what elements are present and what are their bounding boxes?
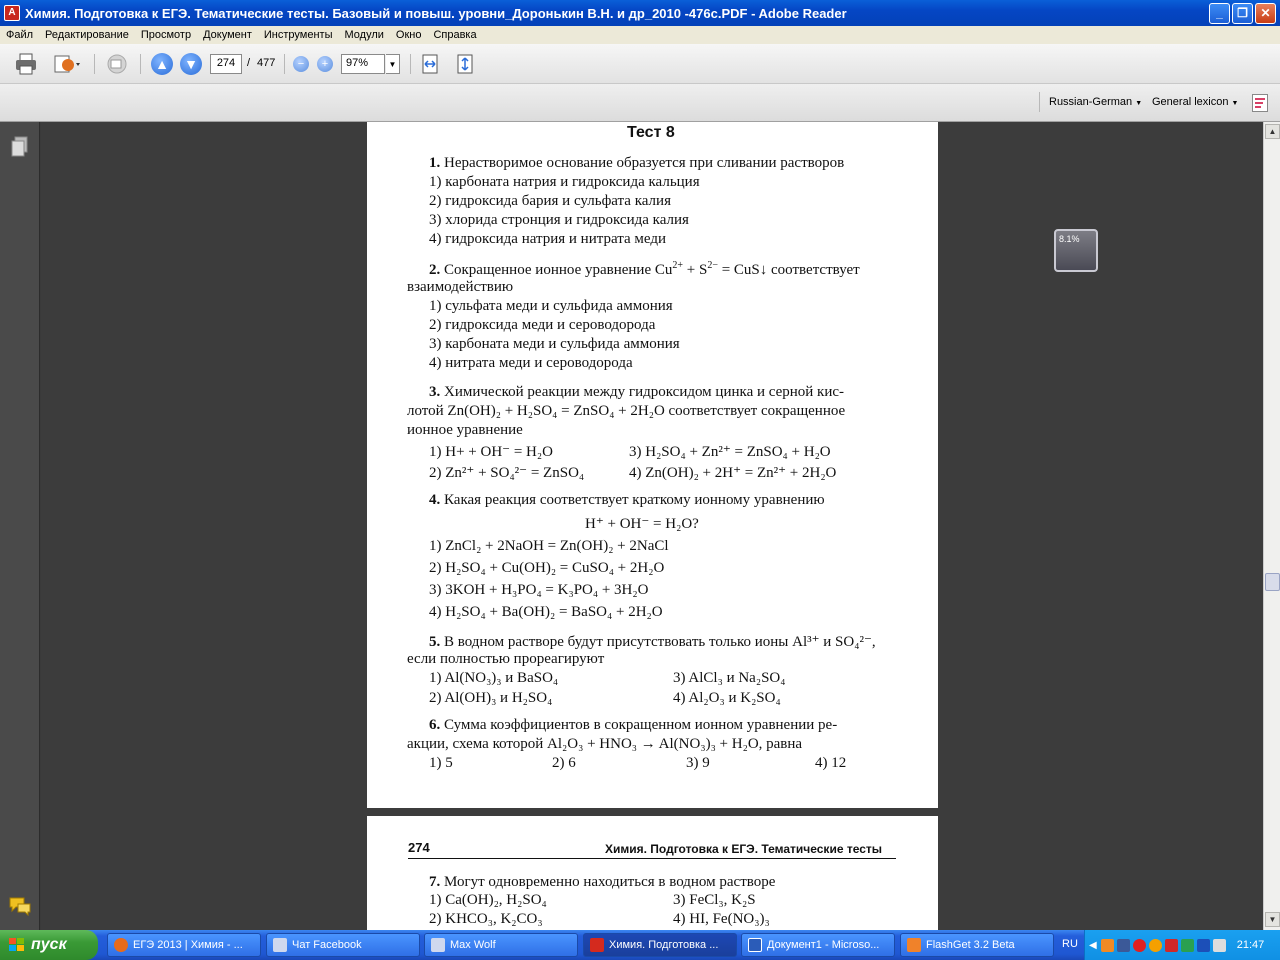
- question-text: акции, схема которой Al₂O₃ + HNO₃ → Al(NO₃)₃ + H₂O, равна: [407, 736, 803, 752]
- start-button[interactable]: [0, 930, 98, 960]
- question-text: Сокращенное ионное уравнение Cu: [444, 262, 673, 278]
- arrow-down-icon: ▼: [180, 53, 202, 75]
- question-number: 1.: [429, 155, 441, 171]
- question-text: ионное уравнение: [407, 422, 523, 438]
- taskbar-item-word[interactable]: [741, 933, 895, 957]
- pdf-page: [367, 816, 938, 930]
- clock: 21:47: [1236, 939, 1265, 951]
- menu-edit[interactable]: Редактирование: [45, 29, 129, 41]
- question-text: Нерастворимое основание образуется при сливании растворов: [444, 155, 845, 171]
- question-text: если полностью прореагируют: [407, 651, 605, 667]
- facebook-tray-icon[interactable]: [1117, 939, 1130, 952]
- system-tray: [1084, 930, 1280, 960]
- network-tray-icon[interactable]: [1181, 939, 1194, 952]
- answer-option: 2) гидроксида меди и сероводорода: [429, 317, 656, 333]
- chevron-down-icon: ▼: [1135, 100, 1143, 107]
- answer-option: 3) AlCl₃ и Na₂SO₄: [673, 670, 786, 686]
- answer-option: 3) H₂SO₄ + Zn²⁺ = ZnSO₄ + H₂O: [629, 444, 831, 460]
- minimize-button[interactable]: _: [1209, 3, 1230, 24]
- lexicon-dropdown[interactable]: [1152, 96, 1238, 108]
- charge-superscript: 2+: [672, 260, 684, 271]
- answer-option: 1) H+ + OH⁻ = H₂O: [429, 444, 553, 460]
- comments-icon[interactable]: [8, 896, 32, 919]
- question-text: = CuS↓ соответствует: [717, 262, 860, 278]
- answer-option: 3) 3KOH + H₃PO₄ = K₃PO₄ + 3H₂O: [429, 582, 649, 598]
- adobe-reader-icon: A: [4, 5, 20, 21]
- question-number: 6.: [429, 717, 441, 733]
- fit-page-icon[interactable]: [453, 52, 477, 76]
- answer-option: 1) карбоната натрия и гидроксида кальция: [429, 174, 700, 190]
- firefox-icon: [114, 938, 128, 952]
- answer-option: 4) Zn(OH)₂ + 2H⁺ = Zn²⁺ + 2H₂O: [629, 465, 837, 481]
- answer-option: 3) хлорида стронция и гидроксида калия: [429, 212, 689, 228]
- question-text: Химической реакции между гидроксидом цинка и серной кис-: [444, 384, 845, 400]
- answer-option: 2) Al(OH)₃ и H₂SO₄: [429, 690, 553, 706]
- lexicon-label: General lexicon: [1152, 96, 1229, 108]
- test-title: Тест 8: [627, 124, 675, 141]
- question-text: Могут одновременно находиться в водном растворе: [444, 874, 776, 890]
- running-header: Химия. Подготовка к ЕГЭ. Тематические тесты: [605, 842, 883, 856]
- menu-view[interactable]: Просмотр: [140, 29, 192, 41]
- answer-option: 4) HI, Fe(NO₃)₃: [673, 911, 770, 927]
- zoom-dropdown-icon[interactable]: ▼: [386, 54, 400, 74]
- answer-option: 3) карбоната меди и сульфида аммония: [429, 336, 680, 352]
- menu-file[interactable]: Файл: [6, 29, 34, 41]
- answer-option: 1) ZnCl₂ + 2NaOH = Zn(OH)₂ + 2NaCl: [429, 538, 669, 554]
- question-number: 7.: [429, 874, 441, 890]
- answer-option: 3) FeCl₃, K₂S: [673, 892, 756, 908]
- page-number: 274: [408, 840, 430, 855]
- question-number: 2.: [429, 262, 441, 278]
- tray-expand-icon[interactable]: ◀: [1089, 939, 1097, 951]
- menu-document[interactable]: Документ: [203, 29, 252, 41]
- toolbar: [0, 44, 1280, 84]
- window-title: Химия. Подготовка к ЕГЭ. Тематические тесты. Базовый и повыш. уровни_Доронькин В.Н. и др_2010 -476с.PDF - Adobe Reader: [25, 5, 847, 21]
- previous-page-button[interactable]: [150, 52, 174, 76]
- arrow-up-icon: ▲: [151, 53, 173, 75]
- question-text: В водном растворе будут присутствовать только ионы Al³⁺ и SO₄²⁻,: [444, 634, 876, 650]
- header-rule: [408, 858, 896, 859]
- language-indicator[interactable]: RU: [1062, 938, 1078, 950]
- word-icon: [748, 938, 762, 952]
- question-text: взаимодействию: [407, 279, 514, 295]
- scroll-up-icon[interactable]: ▲: [1265, 124, 1280, 139]
- pdf-page: [367, 122, 938, 808]
- taskbar-item-firefox[interactable]: [107, 933, 261, 957]
- volume-tray-icon[interactable]: [1213, 939, 1226, 952]
- flashget-icon: [907, 938, 921, 952]
- zoom-in-icon: +: [317, 56, 333, 72]
- opera-tray-icon[interactable]: [1133, 939, 1146, 952]
- pdf-icon: [590, 938, 604, 952]
- print-icon[interactable]: [12, 52, 40, 76]
- answer-option: 4) Al₂O₃ и K₂SO₄: [673, 690, 781, 706]
- pages-panel-icon[interactable]: [10, 136, 30, 161]
- chevron-down-icon: ▼: [1231, 100, 1239, 107]
- progress-widget[interactable]: [1054, 229, 1098, 272]
- chat-icon: [273, 938, 287, 952]
- page-total: 477: [257, 57, 276, 69]
- zoom-in-button[interactable]: [316, 52, 334, 76]
- page-number-input[interactable]: 274: [210, 54, 242, 74]
- answer-option: 1) 5: [429, 755, 453, 771]
- dictionary-dropdown[interactable]: [1049, 96, 1142, 108]
- share-icon[interactable]: [102, 52, 132, 76]
- taskbar-item-adobe-reader[interactable]: [583, 933, 737, 957]
- antivirus-tray-icon[interactable]: [1165, 939, 1178, 952]
- flashget-tray-icon[interactable]: [1101, 939, 1114, 952]
- answer-option: 4) гидроксида натрия и нитрата меди: [429, 231, 667, 247]
- charge-superscript: 2−: [707, 260, 718, 271]
- menu-plugins[interactable]: Модули: [344, 29, 384, 41]
- answer-option: 2) гидроксида бария и сульфата калия: [429, 193, 671, 209]
- answer-option: 4) нитрата меди и сероводорода: [429, 355, 633, 371]
- answer-option: 1) сульфата меди и сульфида аммония: [429, 298, 673, 314]
- taskbar-label: FlashGet 3.2 Beta: [926, 939, 1015, 951]
- dictionary-label: Russian-German: [1049, 96, 1133, 108]
- question-text: лотой Zn(OH)₂ + H₂SO₄ = ZnSO₄ + 2H₂O соответствует сокращенное: [407, 403, 846, 419]
- zoom-input[interactable]: 97%: [341, 54, 385, 74]
- taskbar-label: Документ1 - Microso...: [767, 939, 880, 951]
- lexicon-icon[interactable]: [1252, 94, 1268, 112]
- window-title-bar[interactable]: [0, 0, 1280, 26]
- menu-window[interactable]: Окно: [395, 29, 422, 41]
- bluetooth-tray-icon[interactable]: [1197, 939, 1210, 952]
- windows-logo-icon: [8, 937, 26, 953]
- lexicon-bar: [0, 84, 1280, 122]
- answer-option: 1) Ca(OH)₂, H₂SO₄: [429, 892, 547, 908]
- question-number: 4.: [429, 492, 441, 508]
- collaborate-icon[interactable]: [48, 52, 86, 76]
- answer-option: 2) KHCO₃, K₂CO₃: [429, 911, 543, 927]
- question-text: + S: [683, 262, 708, 278]
- question-text: Сумма коэффициентов в сокращенном ионном уравнении ре-: [444, 717, 838, 733]
- menu-tools[interactable]: Инструменты: [263, 29, 333, 41]
- start-label: пуск: [31, 936, 67, 953]
- answer-option: 1) Al(NO₃)₃ и BaSO₄: [429, 670, 559, 686]
- answer-option: 2) Zn²⁺ + SO₄²⁻ = ZnSO₄: [429, 465, 585, 481]
- taskbar-item-facebook-chat[interactable]: [266, 933, 420, 957]
- taskbar-label: Химия. Подготовка ...: [609, 939, 719, 951]
- taskbar-label: ЕГЭ 2013 | Химия - ...: [133, 939, 243, 951]
- question-text: Какая реакция соответствует краткому ионному уравнению: [444, 492, 825, 508]
- page-separator: /: [247, 57, 251, 69]
- taskbar-label: Max Wolf: [450, 939, 496, 951]
- answer-option: 4) 12: [815, 755, 847, 771]
- vertical-scrollbar[interactable]: [1263, 122, 1280, 930]
- question-number: 5.: [429, 634, 441, 650]
- taskbar-label: Чат Facebook: [292, 939, 362, 951]
- widget-value: 8.1%: [1059, 234, 1080, 244]
- scroll-thumb[interactable]: [1265, 573, 1280, 591]
- maximize-button[interactable]: ❐: [1232, 3, 1253, 24]
- close-button[interactable]: ✕: [1255, 3, 1276, 24]
- taskbar-item-flashget[interactable]: [900, 933, 1054, 957]
- update-tray-icon[interactable]: [1149, 939, 1162, 952]
- ionic-equation: H⁺ + OH⁻ = H₂O?: [585, 516, 699, 532]
- answer-option: 3) 9: [686, 755, 710, 771]
- menu-help[interactable]: Справка: [433, 29, 477, 41]
- answer-option: 2) 6: [552, 755, 576, 771]
- scroll-down-icon[interactable]: ▼: [1265, 912, 1280, 927]
- chat-icon: [431, 938, 445, 952]
- navigation-panel: [0, 122, 40, 930]
- fit-width-icon[interactable]: [418, 52, 442, 76]
- zoom-out-button[interactable]: [292, 52, 310, 76]
- taskbar-item-max-wolf[interactable]: [424, 933, 578, 957]
- zoom-out-icon: −: [293, 56, 309, 72]
- answer-option: 4) H₂SO₄ + Ba(OH)₂ = BaSO₄ + 2H₂O: [429, 604, 663, 620]
- next-page-button[interactable]: [179, 52, 203, 76]
- menu-bar: [0, 26, 1280, 44]
- question-number: 3.: [429, 384, 441, 400]
- answer-option: 2) H₂SO₄ + Cu(OH)₂ = CuSO₄ + 2H₂O: [429, 560, 665, 576]
